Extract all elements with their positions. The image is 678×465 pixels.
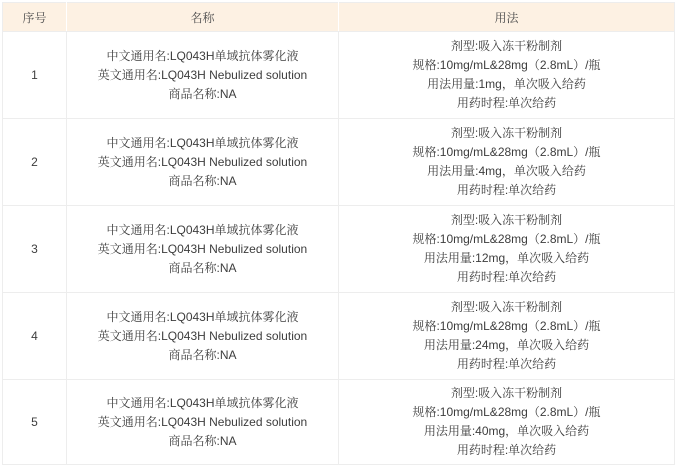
header-cell-usage: 用法 — [339, 3, 675, 32]
usage-line-form: 剂型:吸入冻干粉制剂 — [450, 126, 563, 140]
usage-line-spec: 规格:10mg/mL&28mg（2.8mL）/瓶 — [412, 319, 601, 333]
cell-usage — [339, 206, 675, 293]
drug-dose-table — [2, 2, 675, 465]
cell-serial: 1 — [3, 32, 67, 119]
cell-name — [67, 119, 339, 206]
name-line-cn: 中文通用名:LQ043H单域抗体雾化液 — [106, 395, 299, 410]
cell-usage — [339, 293, 675, 380]
usage-line-duration: 用药时程:单次给药 — [456, 270, 557, 284]
usage-line-dose: 用法用量:40mg，单次吸入给药 — [423, 424, 590, 438]
header-row — [3, 3, 675, 32]
usage-line-duration: 用药时程:单次给药 — [456, 443, 557, 457]
usage-line-spec: 规格:10mg/mL&28mg（2.8mL）/瓶 — [412, 232, 601, 246]
usage-line-form: 剂型:吸入冻干粉制剂 — [450, 213, 563, 227]
usage-line-form: 剂型:吸入冻干粉制剂 — [450, 386, 563, 400]
name-line-en: 英文通用名:LQ043H Nebulized solution — [97, 241, 308, 256]
name-line-product: 商品名称:NA — [168, 173, 237, 188]
usage-line-dose: 用法用量:4mg，单次吸入给药 — [427, 164, 586, 178]
usage-line-spec: 规格:10mg/mL&28mg（2.8mL）/瓶 — [412, 58, 601, 72]
table-row — [3, 119, 675, 206]
cell-serial: 4 — [3, 293, 67, 380]
cell-usage — [339, 380, 675, 465]
header-cell-name: 名称 — [67, 3, 339, 32]
table-row — [3, 293, 675, 380]
table-row — [3, 32, 675, 119]
usage-line-form: 剂型:吸入冻干粉制剂 — [450, 300, 563, 314]
usage-line-dose: 用法用量:1mg，单次吸入给药 — [427, 77, 586, 91]
usage-line-duration: 用药时程:单次给药 — [456, 96, 557, 110]
header-cell-serial: 序号 — [3, 3, 67, 32]
table-row — [3, 380, 675, 465]
cell-usage — [339, 119, 675, 206]
name-line-product: 商品名称:NA — [168, 347, 237, 362]
usage-line-spec: 规格:10mg/mL&28mg（2.8mL）/瓶 — [412, 405, 601, 419]
drug-dose-table-container — [2, 2, 675, 465]
name-line-cn: 中文通用名:LQ043H单域抗体雾化液 — [106, 135, 299, 150]
name-line-cn: 中文通用名:LQ043H单域抗体雾化液 — [106, 309, 299, 324]
name-line-en: 英文通用名:LQ043H Nebulized solution — [97, 328, 308, 343]
usage-line-form: 剂型:吸入冻干粉制剂 — [450, 39, 563, 53]
name-line-product: 商品名称:NA — [168, 260, 237, 275]
usage-line-dose: 用法用量:24mg，单次吸入给药 — [423, 338, 590, 352]
table-row — [3, 206, 675, 293]
cell-name — [67, 32, 339, 119]
usage-line-spec: 规格:10mg/mL&28mg（2.8mL）/瓶 — [412, 145, 601, 159]
name-line-cn: 中文通用名:LQ043H单域抗体雾化液 — [106, 222, 299, 237]
cell-serial: 2 — [3, 119, 67, 206]
name-line-cn: 中文通用名:LQ043H单域抗体雾化液 — [106, 48, 299, 63]
cell-serial: 3 — [3, 206, 67, 293]
name-line-product: 商品名称:NA — [168, 433, 237, 448]
name-line-product: 商品名称:NA — [168, 86, 237, 101]
name-line-en: 英文通用名:LQ043H Nebulized solution — [97, 67, 308, 82]
usage-line-duration: 用药时程:单次给药 — [456, 183, 557, 197]
cell-name — [67, 206, 339, 293]
cell-serial: 5 — [3, 380, 67, 465]
cell-name — [67, 380, 339, 465]
cell-usage — [339, 32, 675, 119]
name-line-en: 英文通用名:LQ043H Nebulized solution — [97, 154, 308, 169]
name-line-en: 英文通用名:LQ043H Nebulized solution — [97, 414, 308, 429]
usage-line-duration: 用药时程:单次给药 — [456, 357, 557, 371]
cell-name — [67, 293, 339, 380]
usage-line-dose: 用法用量:12mg，单次吸入给药 — [423, 251, 590, 265]
